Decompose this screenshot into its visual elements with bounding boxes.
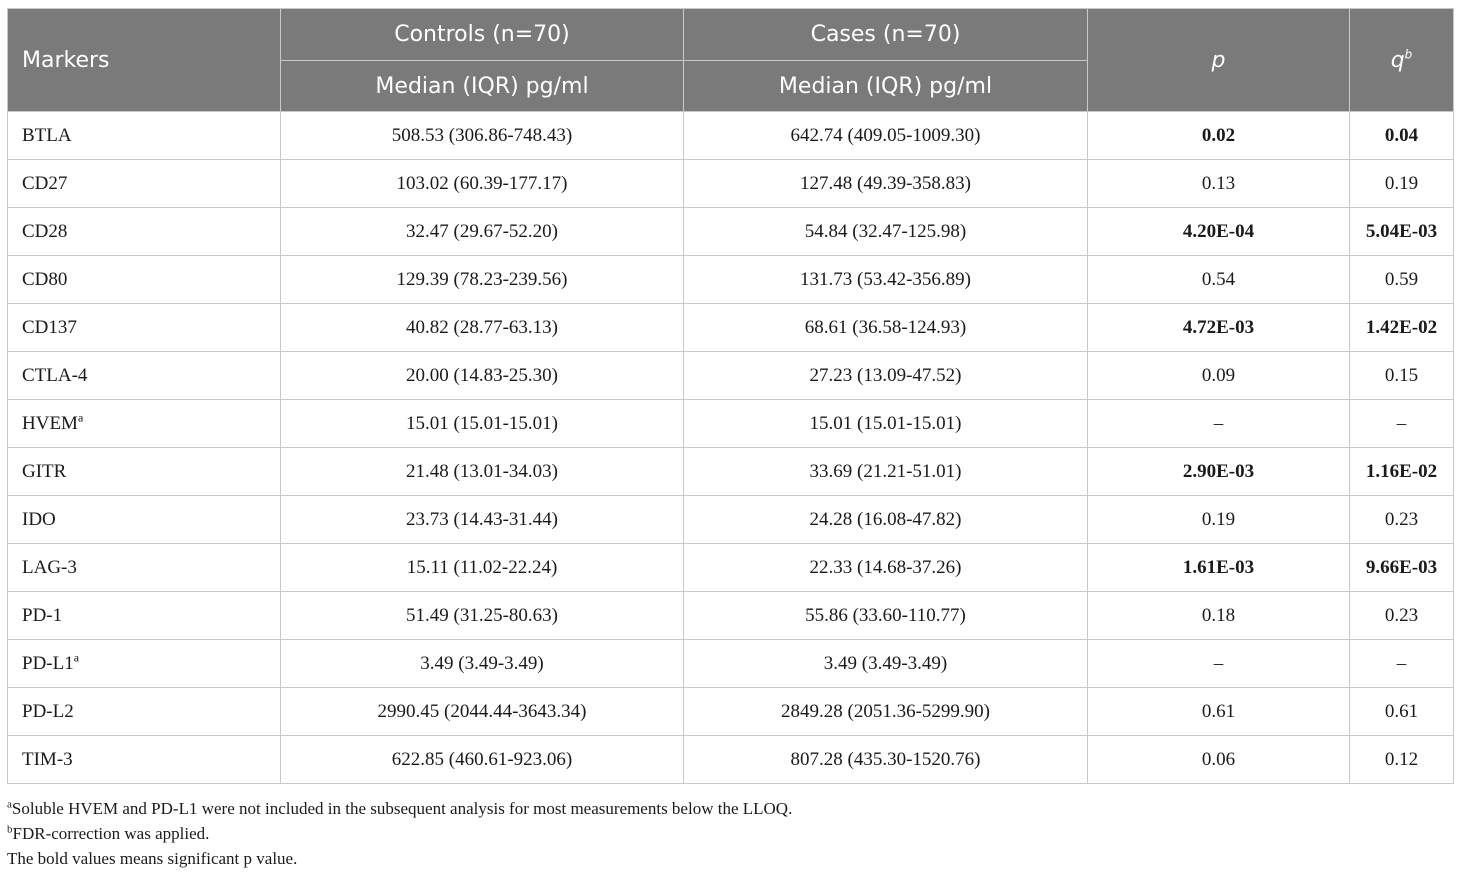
cell-controls: 20.00 (14.83-25.30) [281,352,684,400]
header-markers: Markers [8,9,281,112]
cell-controls: 508.53 (306.86-748.43) [281,112,684,160]
table-row [8,112,1454,160]
header-q [1350,9,1454,112]
cell-marker [8,400,281,448]
cell-q: 0.19 [1350,160,1454,208]
cell-marker [8,688,281,736]
footnote-text: FDR-correction was applied. [12,824,210,843]
cell-controls: 32.47 (29.67-52.20) [281,208,684,256]
markers-table [7,8,1454,784]
cell-marker [8,112,281,160]
cell-p: 0.19 [1088,496,1350,544]
table-row [8,400,1454,448]
footnotes [7,796,792,871]
marker-name: IDO [22,508,56,530]
cell-cases: 131.73 (53.42-356.89) [684,256,1088,304]
table-row [8,304,1454,352]
cell-cases: 642.74 (409.05-1009.30) [684,112,1088,160]
cell-marker [8,304,281,352]
cell-controls: 622.85 (460.61-923.06) [281,736,684,784]
header-cases-unit: Median (IQR) pg/ml [684,61,1088,112]
cell-marker [8,448,281,496]
cell-controls: 129.39 (78.23-239.56) [281,256,684,304]
marker-name: CD137 [22,316,77,338]
cell-controls: 103.02 (60.39-177.17) [281,160,684,208]
cell-p: 0.61 [1088,688,1350,736]
cell-marker [8,592,281,640]
cell-cases: 68.61 (36.58-124.93) [684,304,1088,352]
marker-name: GITR [22,460,67,482]
header-cases: Cases (n=70) [684,9,1088,61]
cell-cases: 15.01 (15.01-15.01) [684,400,1088,448]
cell-q: 0.59 [1350,256,1454,304]
cell-q: 0.23 [1350,496,1454,544]
cell-p: 0.06 [1088,736,1350,784]
cell-cases: 55.86 (33.60-110.77) [684,592,1088,640]
footnote [7,846,792,871]
marker-name: CTLA-4 [22,364,88,386]
marker-name: PD-L2 [22,700,74,722]
footnote-sup: b [7,823,13,836]
marker-name: PD-L1 [22,652,74,674]
cell-marker [8,208,281,256]
table-row [8,640,1454,688]
cell-p: 0.54 [1088,256,1350,304]
cell-controls: 2990.45 (2044.44-3643.34) [281,688,684,736]
cell-cases: 33.69 (21.21-51.01) [684,448,1088,496]
cell-cases: 127.48 (49.39-358.83) [684,160,1088,208]
marker-name: LAG-3 [22,556,77,578]
cell-q: 0.61 [1350,688,1454,736]
table-row [8,352,1454,400]
header-controls: Controls (n=70) [281,9,684,61]
cell-q: 0.04 [1350,112,1454,160]
cell-cases: 27.23 (13.09-47.52) [684,352,1088,400]
cell-q: 0.12 [1350,736,1454,784]
cell-controls: 15.01 (15.01-15.01) [281,400,684,448]
cell-p: 0.13 [1088,160,1350,208]
marker-name: HVEM [22,412,78,434]
table-row [8,688,1454,736]
marker-name: CD80 [22,268,68,290]
header-q-letter: q [1390,47,1405,73]
marker-name: CD27 [22,172,68,194]
footnote [7,796,792,821]
cell-marker [8,496,281,544]
cell-p: 0.02 [1088,112,1350,160]
table-row [8,736,1454,784]
marker-name: CD28 [22,220,68,242]
marker-footnote-sup: a [73,650,80,665]
table-row [8,592,1454,640]
marker-name: BTLA [22,124,72,146]
cell-cases: 24.28 (16.08-47.82) [684,496,1088,544]
cell-cases: 22.33 (14.68-37.26) [684,544,1088,592]
table-row [8,496,1454,544]
table-body [8,112,1454,784]
cell-marker [8,256,281,304]
cell-p: 0.18 [1088,592,1350,640]
footnote-text: Soluble HVEM and PD-L1 were not included in the subsequent analysis for most measurements below the LLOQ. [11,799,793,818]
cell-controls: 15.11 (11.02-22.24) [281,544,684,592]
marker-name: TIM-3 [22,748,73,770]
cell-controls: 23.73 (14.43-31.44) [281,496,684,544]
cell-p: 0.09 [1088,352,1350,400]
table-row [8,544,1454,592]
marker-name: PD-1 [22,604,63,626]
cell-p: 4.72E-03 [1088,304,1350,352]
cell-cases: 54.84 (32.47-125.98) [684,208,1088,256]
cell-marker [8,160,281,208]
cell-p: 1.61E-03 [1088,544,1350,592]
table-row [8,160,1454,208]
cell-p: – [1088,400,1350,448]
table-row [8,256,1454,304]
table-row [8,208,1454,256]
cell-q: – [1350,400,1454,448]
cell-p: 2.90E-03 [1088,448,1350,496]
header-p: p [1088,9,1350,112]
footnote [7,821,792,846]
cell-controls: 40.82 (28.77-63.13) [281,304,684,352]
cell-marker [8,736,281,784]
cell-controls: 51.49 (31.25-80.63) [281,592,684,640]
cell-marker [8,640,281,688]
cell-q: – [1350,640,1454,688]
cell-cases: 2849.28 (2051.36-5299.90) [684,688,1088,736]
cell-p: 4.20E-04 [1088,208,1350,256]
footnote-sup: a [7,798,12,811]
cell-cases: 3.49 (3.49-3.49) [684,640,1088,688]
table-row [8,448,1454,496]
cell-q: 0.23 [1350,592,1454,640]
cell-q: 0.15 [1350,352,1454,400]
cell-controls: 3.49 (3.49-3.49) [281,640,684,688]
cell-q: 5.04E-03 [1350,208,1454,256]
cell-marker [8,544,281,592]
footnote-text: The bold values means significant p value. [7,849,298,868]
cell-controls: 21.48 (13.01-34.03) [281,448,684,496]
header-controls-unit: Median (IQR) pg/ml [281,61,684,112]
cell-cases: 807.28 (435.30-1520.76) [684,736,1088,784]
marker-footnote-sup: a [77,410,84,425]
cell-q: 1.16E-02 [1350,448,1454,496]
cell-q: 9.66E-03 [1350,544,1454,592]
cell-p: – [1088,640,1350,688]
cell-marker [8,352,281,400]
table-header [8,9,1454,112]
header-q-sup: b [1404,47,1413,62]
cell-q: 1.42E-02 [1350,304,1454,352]
